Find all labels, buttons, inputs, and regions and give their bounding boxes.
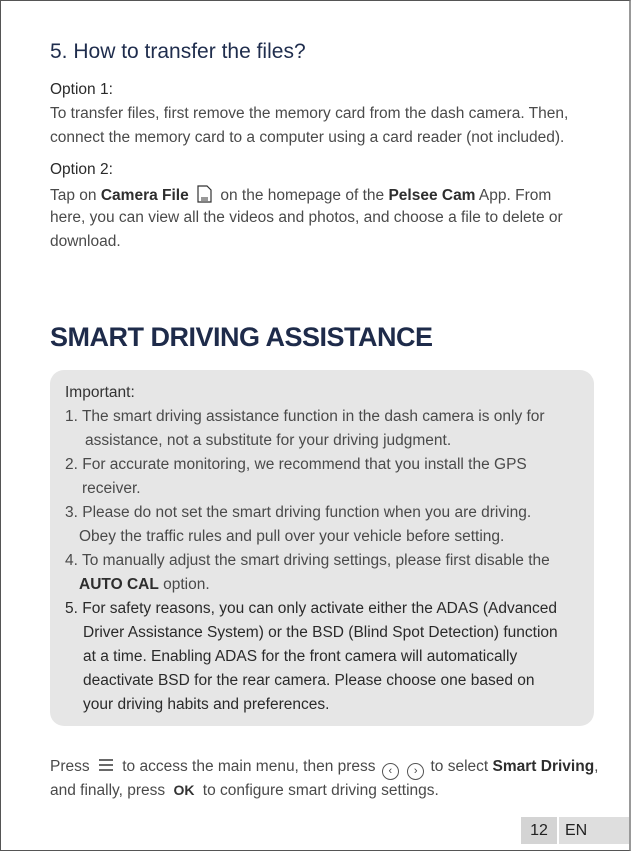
tap-on-text: Tap on [50, 187, 101, 204]
sd-card-file-icon [197, 185, 212, 203]
option-2-line-2: here, you can view all the videos and photos, and choose a file to delete or [50, 209, 563, 226]
access-menu-text: to access the main menu, then press [122, 758, 376, 775]
smart-driving-heading: SMART DRIVING ASSISTANCE [50, 322, 433, 352]
important-item-4: 4. To manually adjust the smart driving settings, please first disable the [65, 552, 550, 569]
configure-text: to configure smart driving settings. [202, 782, 439, 799]
important-item-1: 1. The smart driving assistance function in the dash camera is only for [65, 408, 545, 425]
option-2-line-1 [50, 185, 551, 205]
important-item-5: 5. For safety reasons, you can only activate either the ADAS (Advanced [65, 600, 557, 617]
option-text: option. [158, 576, 210, 593]
important-item-1-cont: assistance, not a substitute for your driving judgment. [85, 432, 452, 449]
option-2-heading: Option 2: [50, 161, 113, 178]
option-2-line-3: download. [50, 233, 121, 250]
option-1-line-2: connect the memory card to a computer using a card reader (not included). [50, 129, 565, 146]
right-button-icon: › [407, 763, 424, 780]
menu-icon [98, 758, 114, 772]
important-item-5-line-3: at a time. Enabling ADAS for the front camera will automatically [83, 648, 518, 665]
important-title: Important: [65, 384, 135, 401]
comma-text: , [594, 758, 599, 775]
important-item-2: 2. For accurate monitoring, we recommend that you install the GPS [65, 456, 527, 473]
language-tab: EN [559, 817, 629, 844]
important-item-3: 3. Please do not set the smart driving function when you are driving. [65, 504, 532, 521]
important-item-5-line-2: Driver Assistance System) or the BSD (Blind Spot Detection) function [83, 624, 558, 641]
important-item-4-cont [79, 576, 210, 594]
ok-button-label: OK [173, 782, 195, 798]
important-item-2-cont: receiver. [82, 480, 141, 497]
important-item-3-cont: Obey the traffic rules and pull over your vehicle before setting. [79, 528, 505, 545]
page-number: 12 [521, 817, 557, 844]
section-title: 5. How to transfer the files? [50, 40, 306, 63]
option-1-heading: Option 1: [50, 81, 113, 98]
to-select-text: to select [430, 758, 493, 775]
important-item-5-line-4: deactivate BSD for the rear camera. Please choose one based on [83, 672, 535, 689]
auto-cal-label: AUTO CAL [79, 576, 159, 593]
option-1-line-1: To transfer files, first remove the memory card from the dash camera. Then, [50, 105, 569, 122]
footer-line-1 [50, 758, 598, 780]
app-from-text: App. From [475, 187, 552, 204]
important-item-5-line-5: your driving habits and preferences. [83, 696, 330, 713]
left-button-icon: ‹ [382, 763, 399, 780]
on-homepage-text: on the homepage of the [220, 187, 389, 204]
footer-line-2 [50, 782, 439, 800]
and-finally-text: and finally, press [50, 782, 166, 799]
camera-file-label: Camera File [100, 187, 189, 204]
press-text: Press [50, 758, 90, 775]
app-name: Pelsee Cam [388, 187, 476, 204]
smart-driving-label: Smart Driving [492, 758, 595, 775]
